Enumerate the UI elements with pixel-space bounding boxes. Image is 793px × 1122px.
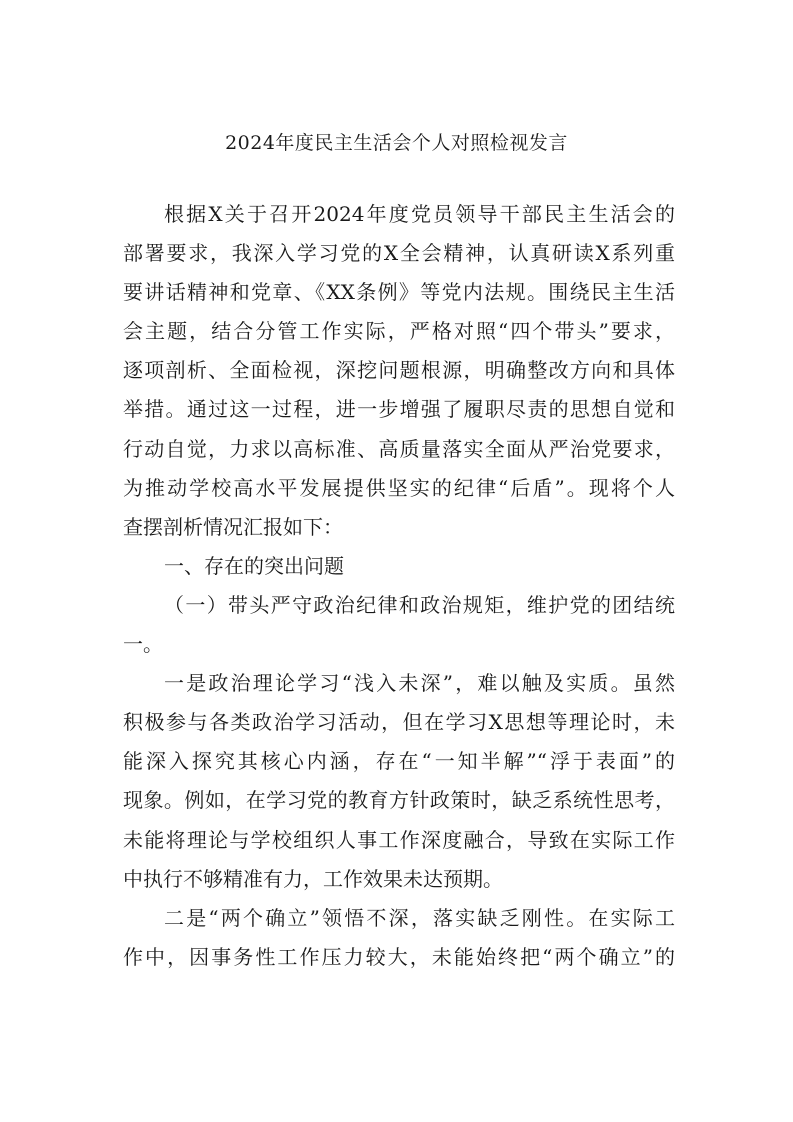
document-title: 2024年度民主生活会个人对照检视发言 bbox=[225, 132, 568, 154]
paragraph-line: 作中，因事务性工作压力较大，未能始终把“两个确立”的 bbox=[123, 944, 675, 969]
paragraph-line: 能深入探究其核心内涵，存在“一知半解”“浮于表面”的 bbox=[123, 749, 675, 774]
paragraph-line: 现象。例如，在学习党的教育方针政策时，缺乏系统性思考， bbox=[123, 788, 675, 813]
paragraph-line: 部署要求，我深入学习党的X全会精神，认真研读X系列重 bbox=[123, 241, 675, 266]
paragraph-line: 未能将理论与学校组织人事工作深度融合，导致在实际工作 bbox=[123, 827, 675, 852]
paragraph-line: 一是政治理论学习“浅入未深”，难以触及实质。虽然 bbox=[164, 671, 675, 696]
paragraph-line: 查摆剖析情况汇报如下： bbox=[123, 514, 343, 539]
subsection-heading: （一）带头严守政治纪律和政治规矩，维护党的团结统 bbox=[164, 592, 675, 617]
section-heading: 一、存在的突出问题 bbox=[164, 553, 344, 578]
paragraph-line: 积极参与各类政治学习活动，但在学习X思想等理论时，未 bbox=[123, 710, 675, 735]
paragraph-line: 举措。通过这一过程，进一步增强了履职尽责的思想自觉和 bbox=[123, 397, 675, 422]
paragraph-line: 二是“两个确立”领悟不深，落实缺乏刚性。在实际工 bbox=[164, 905, 675, 930]
paragraph-line: 行动自觉，力求以高标准、高质量落实全面从严治党要求， bbox=[123, 436, 675, 461]
paragraph-line: 逐项剖析、全面检视，深挖问题根源，明确整改方向和具体 bbox=[123, 358, 675, 383]
paragraph-line: 会主题，结合分管工作实际，严格对照“四个带头”要求， bbox=[123, 319, 675, 344]
document-body bbox=[123, 195, 675, 977]
paragraph-line: 中执行不够精准有力，工作效果未达预期。 bbox=[123, 866, 503, 891]
paragraph-line: 要讲话精神和党章、《XX条例》等党内法规。围绕民主生活 bbox=[123, 280, 675, 305]
paragraph-line: 根据X关于召开2024年度党员领导干部民主生活会的 bbox=[164, 202, 675, 226]
subsection-heading: 一。 bbox=[123, 632, 163, 657]
paragraph-line: 为推动学校高水平发展提供坚实的纪律“后盾”。现将个人 bbox=[123, 475, 675, 500]
